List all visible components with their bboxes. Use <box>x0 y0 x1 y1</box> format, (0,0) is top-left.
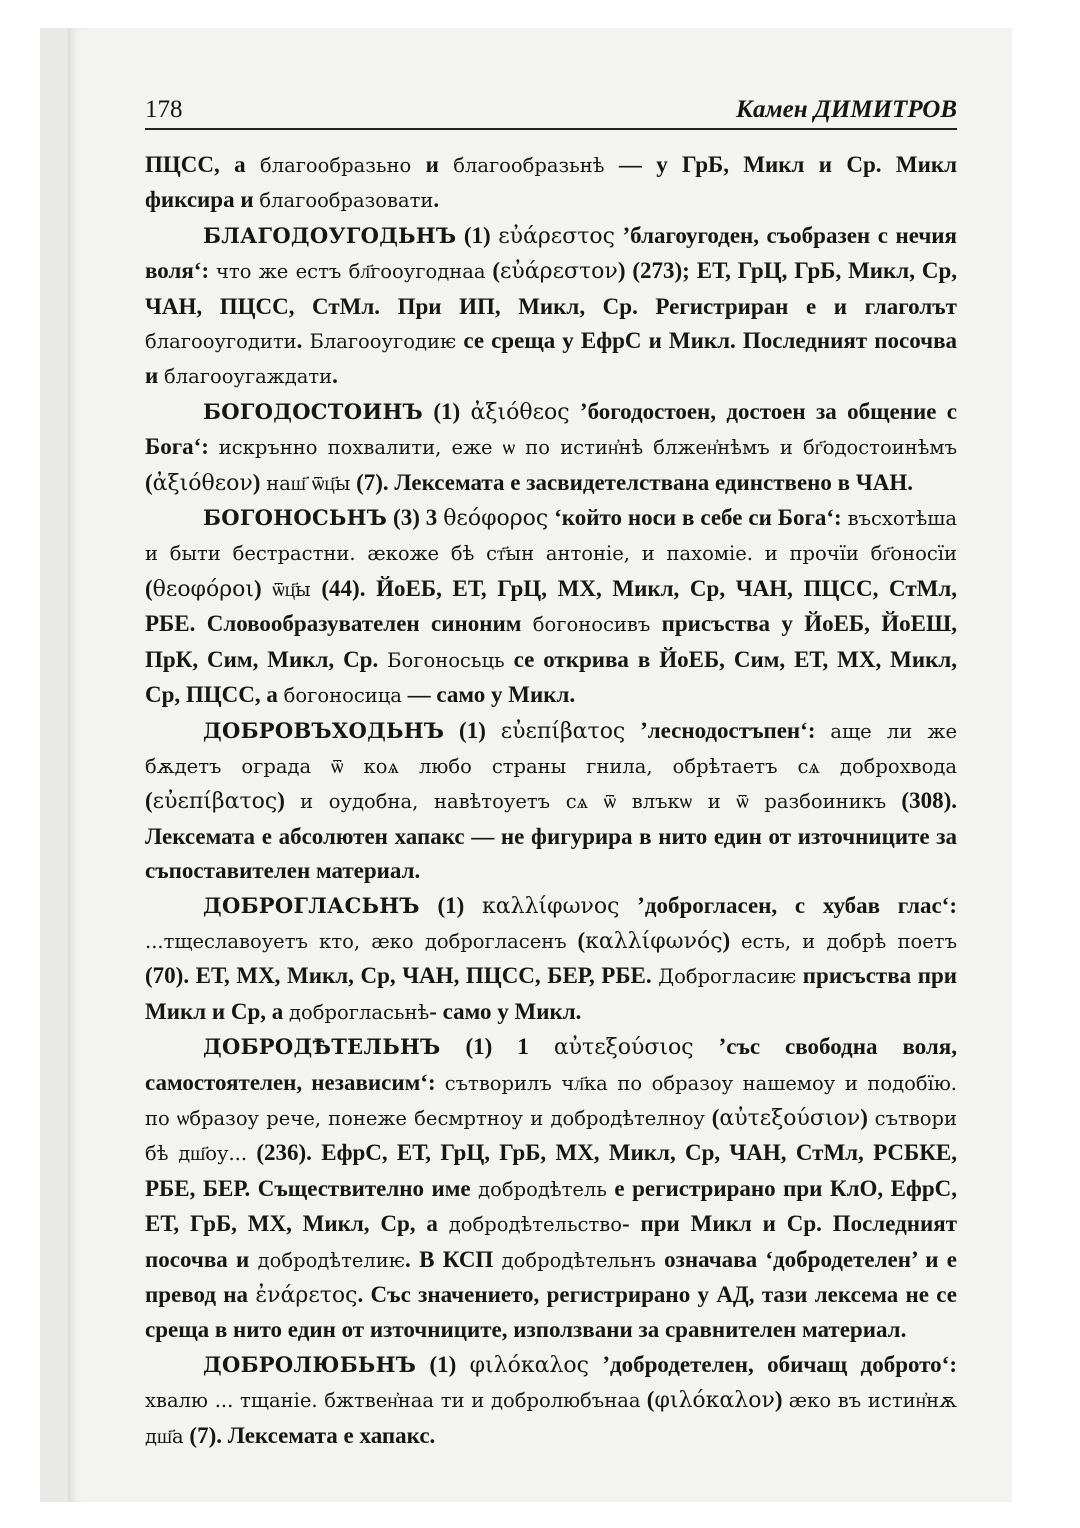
running-head <box>145 88 957 130</box>
entry-dobroglasny <box>145 889 957 1031</box>
text-run: . <box>433 187 440 213</box>
church-slavonic-quote: благооугодити <box>145 330 297 354</box>
church-slavonic-quote: наш҃ ѿц҃ы <box>266 471 351 495</box>
lemma-headword: ДОБРОГЛАСЬНЪ <box>203 892 420 918</box>
entry-dobrodetelny <box>145 1030 957 1348</box>
text-run: ) <box>860 1104 875 1130</box>
greek-word: εὐεπίβατος <box>500 718 626 744</box>
church-slavonic-quote: ӕко въ истин҆нѫ дш҃а <box>145 1389 957 1448</box>
church-slavonic-quote: аще ли же бѫдетъ ограда ѿ коѧ любо страны гнила, обрѣтаетъ сѧ доброхвода <box>145 719 957 778</box>
text-run: присъства у ЙоЕБ, ЙоЕШ, ПрК, Сим, Микл, Ср. <box>145 611 957 672</box>
text-run: ) <box>254 575 273 601</box>
church-slavonic-quote: доброгласьнѣ <box>289 1000 430 1024</box>
text-run: . <box>332 363 338 389</box>
lemma-headword: ДОБРОВЪХОДЬНЪ <box>203 717 445 743</box>
lemma-headword: БЛАГОДОУГОДЬНЪ <box>203 222 457 248</box>
text-run: . <box>296 328 310 354</box>
church-slavonic-quote: есть, и добрѣ поетъ <box>740 929 957 953</box>
greek-word: θεοφόροι <box>152 576 255 602</box>
text-run: ( <box>145 788 153 814</box>
text-run: ’леснодостъпен‘: <box>625 717 831 743</box>
greek-word: φιλόκαλον <box>654 1388 775 1414</box>
text-run: - само у Микл. <box>429 998 582 1024</box>
greek-word: καλλίφωνος <box>482 893 620 919</box>
text-run: (1) <box>416 1351 470 1377</box>
page-number: 178 <box>145 96 183 123</box>
greek-word: θεόφορος <box>443 506 549 532</box>
church-slavonic-quote: Благооугодиѥ <box>309 330 457 354</box>
entry-bogonosny <box>145 501 957 713</box>
church-slavonic-quote: благообразьно <box>259 154 412 177</box>
greek-word: φιλόκαλος <box>469 1352 589 1378</box>
lemma-headword: БОГОДОСТОИНЪ <box>203 398 423 424</box>
greek-word: ἀξιόθεον <box>152 470 253 496</box>
text-run: ( <box>145 469 153 495</box>
lemma-headword: БОГОНОСЬНЪ <box>203 505 388 531</box>
church-slavonic-quote: хвалю ... тщаніе. бжтвен҆наа ти и добролюбънаа <box>145 1389 641 1413</box>
entry-dobrolyubny <box>145 1348 957 1454</box>
text-run: (70). ЕТ, МХ, Микл, Ср, ЧАН, ПЦСС, БЕР, РБЕ. <box>145 963 659 989</box>
text-run: (7). Лексемата е хапакс. <box>183 1422 436 1448</box>
author-name: Камен ДИМИТРОВ <box>736 96 957 123</box>
text-run: ) <box>277 788 301 814</box>
church-slavonic-quote: искрънно похвалити, еже ѡ по истин҆нѣ блжен҆нѣмъ и бг҃одостоинѣмъ <box>218 436 958 460</box>
church-slavonic-quote: сътворилъ чл҃ка по образоу нашемоу и подобїю. по ѡбразоу рече, понеже бесмртноу и добродѣтелноу <box>145 1071 957 1130</box>
entry-blagodougodny <box>145 219 957 395</box>
church-slavonic-quote: богоносивъ <box>532 613 651 637</box>
text-run: (1) <box>419 892 483 918</box>
church-slavonic-quote: добродѣтелиѥ <box>257 1248 406 1272</box>
text-run: ’добродетелен, обичащ доброто‘: <box>588 1351 957 1377</box>
text-run: ’доброгласен, с хубав глас‘: <box>619 892 958 918</box>
text-run: (236). ЕфрС, ЕТ, ГрЦ, ГрБ, МХ, Микл, Ср, ЧАН, СтМл, РСБКЕ, РБЕ, БЕР. Съществително име <box>145 1140 958 1201</box>
church-slavonic-quote: благообразьнѣ <box>453 154 605 177</box>
entry-dobrovahodny <box>145 714 957 889</box>
text-run: ( <box>704 1104 720 1130</box>
church-slavonic-quote: сътвори бѣ дш҃оу... <box>145 1106 957 1166</box>
text-run: (3) 3 <box>387 505 444 531</box>
text-run: (1) 1 <box>440 1034 554 1060</box>
text-run: (1) <box>423 398 471 424</box>
church-slavonic-quote: что же естъ бл҃гооугоднаа <box>216 260 486 284</box>
article-body <box>145 148 957 1454</box>
church-slavonic-quote: ...тщеславоуетъ кто, ӕко доброгласенъ <box>145 929 567 953</box>
text-run: ’богодостоен, достоен за общение с Бога‘: <box>145 398 957 460</box>
lemma-headword: ДОБРОДѢТЕЛЬНЪ <box>203 1034 441 1060</box>
text-run: ) <box>722 927 741 953</box>
church-slavonic-quote: и оудобна, навѣтоуетъ сѧ ѿ влъкѡ и ѿ разбоиникъ <box>300 790 887 814</box>
greek-word: εὐάρεστος <box>498 223 615 249</box>
text-run: се среща у ЕфрС и Микл. Последният посочва и <box>145 328 957 389</box>
text-run: и <box>411 152 454 177</box>
church-slavonic-quote: добродѣтель <box>478 1177 607 1201</box>
text-run: ( <box>566 927 586 953</box>
text-run: — у ГрБ, Микл и Ср. Микл фиксира и <box>145 152 957 213</box>
text-run: е регистрирано при КлО, ЕфрС, ЕТ, ГрБ, МХ, Микл, Ср, а <box>145 1175 957 1237</box>
church-slavonic-quote: богоносица <box>283 684 402 708</box>
text-run: ( <box>485 258 501 284</box>
greek-word: αὐτεξούσιον <box>719 1105 861 1131</box>
text-run: ( <box>640 1387 655 1413</box>
text-run: . Със значението, регистрирано у АД, тази лексема не се среща в нито един от източниците, използвани за сравнителен материал. <box>145 1282 957 1343</box>
church-slavonic-quote: добродѣтельнъ <box>501 1248 656 1272</box>
text-run: (44). ЙоЕБ, ЕТ, ГрЦ, МХ, Микл, Ср, ЧАН, ПЦСС, СтМл, РБЕ. Словообразувателен синоним <box>145 575 957 637</box>
text-run: присъства при Микл и Ср, а <box>145 963 958 1024</box>
text-run: ‘който носи в себе си Бога‘: <box>548 505 848 531</box>
text-run: ) (273); ЕТ, ГрЦ, ГрБ, Микл, Ср, ЧАН, ПЦСС, СтМл. При ИП, Микл, Ср. Регистриран е и глаголът <box>145 258 957 319</box>
text-run: . В КСП <box>405 1246 502 1272</box>
greek-word: εὐεπίβατος <box>152 789 278 815</box>
text-run: (7). Лексемата е засвидетелствана единствено в ЧАН. <box>350 469 913 495</box>
paragraph-continuation <box>145 148 957 219</box>
church-slavonic-quote: ѿц҃ы <box>272 577 311 601</box>
lemma-headword: ДОБРОЛЮБЬНЪ <box>203 1351 417 1377</box>
text-run: — само у Микл. <box>401 682 576 708</box>
greek-word: ἀξιόθεος <box>470 399 570 425</box>
text-run: означава ‘добродетелен’ и е превод на <box>145 1246 957 1307</box>
church-slavonic-quote: Богоносьць <box>387 648 505 672</box>
text-run: - при Микл и Ср. Последният посочва и <box>145 1211 957 1272</box>
greek-word: ἐνάρετος <box>255 1283 358 1308</box>
entry-bogodostoiny <box>145 395 957 501</box>
text-run: (1) <box>456 222 499 248</box>
church-slavonic-quote: въсхотѣша и быти бестрастни. ӕкоже бѣ ст҃ын антоніе, и пахоміе. и прочїи бг҃оносїи <box>145 507 957 566</box>
text-run: (308). Лексемата е абсолютен хапакс — не фигурира в нито един от източниците за съпоставителен материал. <box>145 788 957 884</box>
church-slavonic-quote: Доброгласиѥ <box>658 965 797 989</box>
text-run: ( <box>145 575 153 601</box>
text-run: ’благоугоден, съобразен с нечия воля‘: <box>145 222 957 284</box>
greek-word: εὐάρεστον <box>500 259 618 285</box>
church-slavonic-quote: благооугаждати <box>164 365 333 389</box>
text-run: (1) <box>444 717 501 743</box>
text-run: се открива в ЙоЕБ, Сим, ЕТ, МХ, Микл, Ср, ПЦСС, а <box>145 646 958 708</box>
text-run: ПЦСС, а <box>145 152 260 177</box>
text-run: ) <box>252 469 267 495</box>
text-run: ’със свободна воля, самостоятелен, независим‘: <box>145 1034 957 1095</box>
text-run: ) <box>774 1387 789 1413</box>
greek-word: αὐτεξούσιος <box>553 1035 694 1061</box>
church-slavonic-quote: благообразовати <box>259 189 434 213</box>
church-slavonic-quote: добродѣтельство <box>448 1213 622 1237</box>
greek-word: καλλίφωνός <box>585 928 723 954</box>
